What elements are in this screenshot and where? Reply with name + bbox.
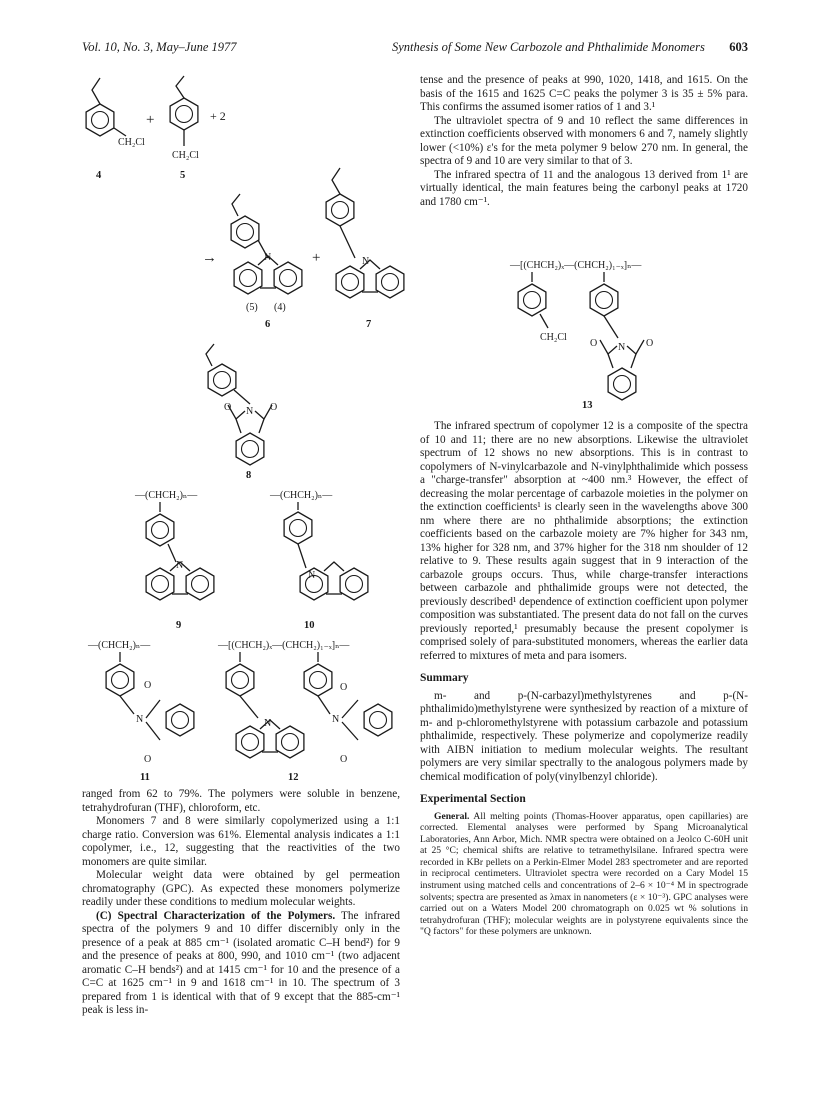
left-column [82, 788, 400, 1018]
polymer-9-structure [134, 490, 214, 631]
page-number: 603 [729, 40, 748, 54]
paragraph: Monomers 7 and 8 were similarly copolymerized using a 1:1 charge ratio. Conversion was 61%. Elemental analysis indicates a 1:1 copolymer, i.e., 12, suggesting that the reactivities of the two monomers are quite similar. [82, 815, 400, 868]
reaction-arrow: → [202, 250, 217, 266]
copolymer-chain-label: —[(CHCH₂)ₓ—(CHCH₂)₁₋ₓ]ₙ— [218, 640, 350, 651]
o-atom-label: O [270, 402, 278, 413]
o-atom-label: O [340, 754, 348, 765]
n-atom-label: N [308, 570, 316, 581]
compound-7-number: 7 [366, 319, 372, 330]
compound-8-number: 8 [246, 470, 252, 481]
paragraph [82, 910, 400, 1018]
section-heading: (C) Spectral Characterization of the Polymers. [96, 909, 336, 922]
running-title: Synthesis of Some New Carbozole and Phthalimide Monomers [392, 40, 705, 54]
copolymer-12-structure [217, 640, 392, 783]
run-in-heading: General. [434, 810, 470, 822]
polymer-10-number: 10 [304, 620, 315, 631]
polymer-chain-label: —(CHCH₂)ₙ— [88, 640, 151, 651]
paragraph: tense and the presence of peaks at 990, 1020, 1418, and 1615. On the basis of the 1615 and 1625 C=C peaks the polymer 3 is 35 ± 5% para. This confirms the assumed isomer ratios of 1 and 3.¹ [420, 74, 748, 113]
compound-6-number: 6 [265, 319, 271, 330]
n-atom-label: N [332, 714, 340, 725]
copolymer-13-number: 13 [582, 400, 593, 411]
n-atom-label: N [264, 252, 272, 263]
summary-heading: Summary [420, 672, 469, 684]
polymer-10-structure [269, 490, 368, 631]
paragraph: The infrared spectra of 11 and the analogous 13 derived from 1¹ are virtually identical, the main features being the carbonyl peaks at 1720 and 1780 cm⁻¹. [420, 168, 748, 208]
polymer-9-number: 9 [176, 620, 182, 631]
ch2cl-label: CH₂Cl [118, 137, 145, 148]
n-atom-label: N [176, 560, 184, 571]
journal-citation: Vol. 10, No. 3, May–June 1977 [82, 40, 237, 54]
o-atom-label: O [144, 680, 152, 691]
paragraph: Molecular weight data were obtained by gel permeation chromatography (GPC). As expected these monomers polymerize readily under these conditions to medium molecular weights. [82, 869, 400, 908]
paragraph: The ultraviolet spectra of 9 and 10 reflect the same differences in extinction coefficients observed with monomers 6 and 7, namely slightly lower (<10%) ε's for the meta polymer 9 below 270 nm. In general, the spectra of 9 and 10 are very similar to that of 3. [420, 114, 748, 167]
copolymer-12-number: 12 [288, 772, 299, 783]
o-atom-label: O [590, 338, 598, 349]
compound-5-number: 5 [180, 170, 186, 181]
compound-5-structure [170, 76, 199, 181]
polymer-11-number: 11 [140, 772, 150, 783]
n-atom-label: N [264, 718, 272, 729]
o-atom-label: O [340, 682, 348, 693]
compound-4-structure [86, 78, 145, 181]
n-atom-label: N [362, 256, 370, 267]
paragraph-body: The infrared spectra of the polymers 9 and 10 differ discernibly only in the presence of a peak at 885 cm⁻¹ (isolated aromatic C–H bend²) for 9 and the presence of peaks at 800, 990, and 1010 cm⁻¹ (two adjacent aromatic C–H bends²) and at 1415 cm⁻¹ for 10 and the presence of a C=C at 1625 cm⁻¹ in 9 and 1618 cm⁻¹ in 10. The spectrum of 3 prepared from 1 is identical with that of 9 except that the 885-cm⁻¹ peak is less in- [82, 909, 400, 1016]
o-atom-label: O [646, 338, 654, 349]
o-atom-label: O [224, 402, 232, 413]
plus-two: + 2 [210, 109, 226, 123]
position-4-label: (4) [274, 302, 286, 313]
polymer-11-structure [87, 640, 194, 783]
polymer-chain-label: —(CHCH₂)ₙ— [135, 490, 198, 501]
n-atom-label: N [136, 714, 144, 725]
position-5-label: (5) [246, 302, 258, 313]
experimental-heading: Experimental Section [420, 793, 526, 805]
compound-8-structure [206, 344, 277, 481]
n-atom-label: N [618, 342, 626, 353]
plus-sign: + [146, 112, 155, 128]
compound-4-number: 4 [96, 170, 102, 181]
compound-7-structure [326, 168, 404, 330]
copolymer-chain-label: —[(CHCH₂)ₓ—(CHCH₂)₁₋ₓ]ₙ— [510, 260, 642, 271]
o-atom-label: O [144, 754, 152, 765]
polymer-chain-label: —(CHCH₂)ₙ— [270, 490, 333, 501]
copolymer-13-structure [509, 260, 653, 411]
summary-paragraph: m- and p-(N-carbazyl)methylstyrenes and p-(N-phthalimido)methylstyrene were synthesized by reaction of a mixture of m- and p-chloromethylstyrene with potassium carbazole and potassium phthalimide, respectively. These polymerize and copolymerize readily with AIBN initiation to medium molecular weights. The resultant polymers are very similar spectrally to the analogous polymers made by chemical modification of poly(vinylbenzyl chloride). [420, 689, 748, 783]
plus-sign: + [312, 250, 321, 266]
paragraph: The infrared spectrum of copolymer 12 is a composite of the spectra of 10 and 11; there are no new absorptions. Likewise the ultraviolet spectrum of 12 shows no new absorptions. This is in contrast to copolymers of N-vinylcarbazole and N-vinylphthalimide which possess a "charge-transfer" absorption at ~400 nm.³ However, the effect of decreasing the molar percentage of carbazole moieties in the polymer on the extinction coefficients¹ is clearly seen in the wavelengths above 300 nm where there are no phthalimide absorptions; the extinction coefficients based on the carbazole moiety are 7% higher for 343 nm, 13% higher for 328 nm, and 37% higher for the 318 nm shoulder of 12 relative to 9. These results again suggest that in 9 interaction of the carbazole groups occurs. Thus, while charge-transfer interactions between carbazole and phthalimide groups were not detected, the previously described¹ dependence of extinction coefficient upon polymer composition was substantiated. The present data do not fall on the curves previously reported,¹ presumably because the present copolymer is comprised solely of para-substituted monomers, whereas the earlier data referred to mixtures of meta and para isomers. [420, 420, 748, 662]
ch2cl-label: CH₂Cl [172, 150, 199, 161]
compound-6-structure [231, 194, 302, 330]
n-atom-label: N [246, 406, 254, 417]
paragraph-body: All melting points (Thomas-Hoover apparatus, open capillaries) are corrected. Elemental analyses were performed by Spang Microanalytical Laboratories, Ann Arbor, Mich. NMR spectra were obtained on a Jeolco C-60H unit at 25 °C; chemical shifts are relative to tetramethylsilane. Infrared spectra were recorded in KBr pellets on a Perkin-Elmer Model 283 spectrometer and are reported in reciprocal centimeters. Ultraviolet spectra were recorded on a Cary Model 15 instrument using matched cells and concentrations of 2–6 × 10⁻⁴ M in spectrograde solvents; spectra are presented as λmax in nanometers (ε × 10⁻³). GPC analyses were carried out on a Waters Model 200 chromatograph on 0.025 wt % solutions in tetrahydrofuran (THF); molecular weights are in polystyrene equivalents since the "Q factors" for these polymers are unknown. [420, 810, 748, 938]
paragraph: ranged from 62 to 79%. The polymers were soluble in benzene, tetrahydrofuran (THF), chloroform, etc. [82, 788, 400, 814]
right-column-top [420, 74, 748, 209]
right-column-bottom [420, 420, 748, 938]
ch2cl-label: CH₂Cl [540, 332, 567, 343]
experimental-paragraph [420, 811, 748, 939]
